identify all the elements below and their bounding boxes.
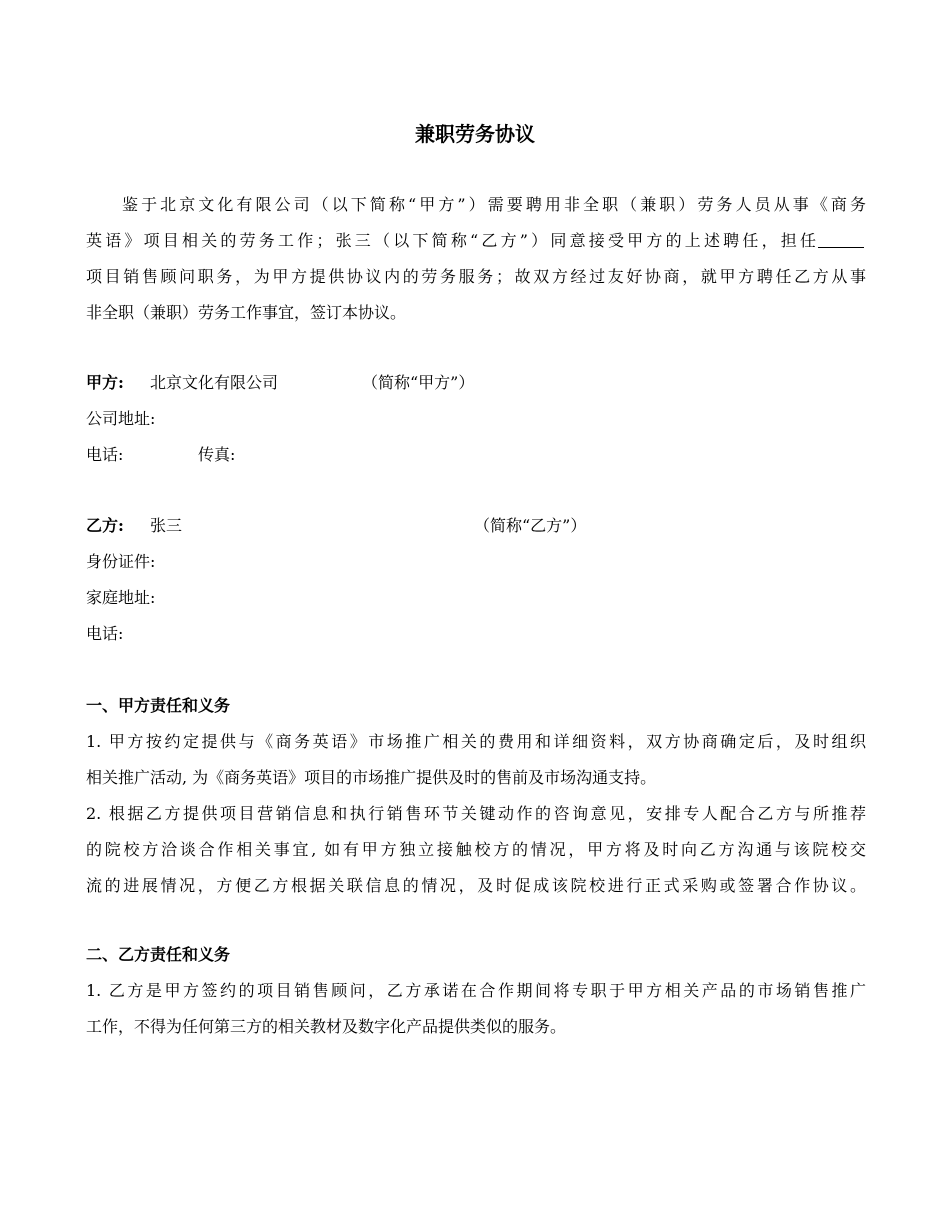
blank-underline [818, 233, 864, 248]
party-b-label: 乙方: [86, 516, 124, 535]
party-b-name: 张三 [150, 516, 183, 535]
party-a-address-label: 公司地址: [86, 409, 156, 428]
document-title: 兼职劳务协议 [415, 122, 535, 146]
intro-line: 非全职（兼职）劳务工作事宜，签订本协议。 [86, 303, 407, 322]
intro-line: 鉴于北京文化有限公司（以下简称“甲方”）需要聘用非全职（兼职）劳务人员从事《商务 [122, 195, 866, 214]
party-b-id-label: 身份证件: [86, 552, 156, 571]
section-1-line: 2. 根据乙方提供项目营销信息和执行销售环节关键动作的咨询意见，安排专人配合乙方与所推荐 [86, 804, 866, 823]
section-2-line: 1. 乙方是甲方签约的项目销售顾问，乙方承诺在合作期间将专职于甲方相关产品的市场销售推广 [86, 981, 866, 1000]
section-1-line: 的院校方洽谈合作相关事宜, 如有甲方独立接触校方的情况，甲方将及时向乙方沟通与该院校交 [86, 840, 866, 859]
intro-line: 项目销售顾问职务，为甲方提供协议内的劳务服务；故双方经过友好协商，就甲方聘任乙方从事 [86, 267, 866, 286]
party-a-alias: （简称“甲方”） [362, 373, 475, 392]
party-a-label: 甲方: [86, 373, 124, 392]
section-2-heading: 二、乙方责任和义务 [86, 945, 231, 964]
intro-line [86, 229, 816, 253]
party-b-phone-label: 电话: [86, 624, 124, 643]
party-b-address-label: 家庭地址: [86, 588, 156, 607]
party-a-fax-label: 传真: [198, 445, 236, 464]
party-a-name: 北京文化有限公司 [150, 373, 279, 392]
section-1-line: 1. 甲方按约定提供与《商务英语》市场推广相关的费用和详细资料，双方协商确定后，及时组织 [86, 732, 866, 751]
section-1-line: 流的进展情况，方便乙方根据关联信息的情况，及时促成该院校进行正式采购或签署合作协议。 [86, 876, 866, 895]
party-a-phone-label: 电话: [86, 445, 124, 464]
section-1-heading: 一、甲方责任和义务 [86, 696, 231, 715]
section-2-line: 工作，不得为任何第三方的相关教材及数字化产品提供类似的服务。 [86, 1017, 567, 1036]
intro-line-text: 英语》项目相关的劳务工作；张三（以下简称“乙方”）同意接受甲方的上述聘任，担任 [86, 231, 816, 250]
party-b-alias: （简称“乙方”） [474, 516, 587, 535]
section-1-line: 相关推广活动, 为《商务英语》项目的市场推广提供及时的售前及市场沟通支持。 [86, 768, 657, 787]
